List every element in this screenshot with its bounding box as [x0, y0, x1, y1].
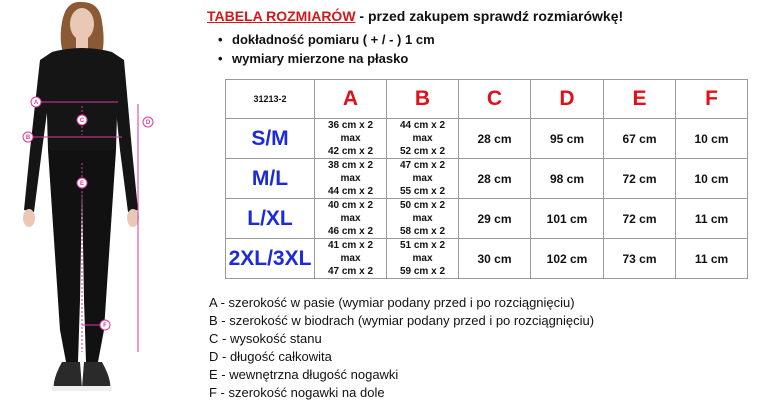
left-sole: [52, 386, 83, 391]
cell-f: 11 cm: [676, 239, 748, 279]
cell-a: 40 cm x 2 max 46 cm x 2: [315, 199, 387, 239]
cell-f: 11 cm: [676, 199, 748, 239]
cell-d: 98 cm: [531, 159, 604, 199]
legend-item-c: C - wysokość stanu: [209, 331, 322, 346]
cell-c: 29 cm: [459, 199, 531, 239]
table-row: [226, 199, 748, 239]
cell-b: 50 cm x 2 max 58 cm x 2: [387, 199, 459, 239]
table-row: [226, 239, 748, 279]
legend-item-d: D - długość całkowita: [209, 349, 332, 364]
table-row: [226, 119, 748, 159]
product-code: 31213-2: [226, 80, 315, 119]
cell-f: 10 cm: [676, 119, 748, 159]
column-b: B: [387, 80, 459, 119]
left-shoe: [54, 362, 82, 390]
legend-item-f: F - szerokość nogawki na dole: [209, 385, 385, 400]
table-row: [226, 159, 748, 199]
legend-item-a: A - szerokość w pasie (wymiar podany przed i po rozciągnięciu): [209, 295, 575, 310]
column-d: D: [531, 80, 604, 119]
size-table: [225, 79, 748, 279]
table-header-row: [226, 80, 748, 119]
note-accuracy: • dokładność pomiaru ( + / - ) 1 cm: [218, 30, 435, 49]
measurement-legend: [209, 294, 594, 402]
size-label: 2XL/3XL: [226, 239, 315, 279]
cell-d: 102 cm: [531, 239, 604, 279]
marker-b: B: [25, 135, 31, 141]
cell-e: 73 cm: [604, 239, 676, 279]
cell-a: 38 cm x 2 max 44 cm x 2: [315, 159, 387, 199]
column-f: F: [676, 80, 748, 119]
measurement-notes: [218, 30, 435, 68]
face: [70, 8, 94, 40]
cell-b: 44 cm x 2 max 52 cm x 2: [387, 119, 459, 159]
cell-b: 51 cm x 2 max 59 cm x 2: [387, 239, 459, 279]
size-label: S/M: [226, 119, 315, 159]
cell-f: 10 cm: [676, 159, 748, 199]
cell-c: 28 cm: [459, 119, 531, 159]
marker-d: D: [145, 120, 151, 126]
size-table-subtitle: - przed zakupem sprawdź rozmiarówkę!: [355, 8, 624, 24]
cell-e: 72 cm: [604, 159, 676, 199]
size-label: M/L: [226, 159, 315, 199]
cell-d: 95 cm: [531, 119, 604, 159]
cell-b: 47 cm x 2 max 55 cm x 2: [387, 159, 459, 199]
right-hand: [127, 209, 139, 227]
cell-d: 101 cm: [531, 199, 604, 239]
column-a: A: [315, 80, 387, 119]
neck: [76, 36, 88, 50]
left-hand: [23, 209, 35, 227]
marker-f: F: [103, 323, 107, 329]
size-label: L/XL: [226, 199, 315, 239]
marker-a: A: [33, 100, 39, 106]
legend-item-e: E - wewnętrzna długość nogawki: [209, 367, 399, 382]
model-figure: [0, 0, 175, 413]
cell-e: 67 cm: [604, 119, 676, 159]
cell-c: 30 cm: [459, 239, 531, 279]
page-header: [207, 8, 623, 24]
column-c: C: [459, 80, 531, 119]
column-e: E: [604, 80, 676, 119]
legend-item-b: B - szerokość w biodrach (wymiar podany przed i po rozciągnięciu): [209, 313, 595, 328]
size-table-title: TABELA ROZMIARÓW: [207, 8, 356, 24]
right-shoe: [82, 362, 110, 390]
cell-a: 41 cm x 2 max 47 cm x 2: [315, 239, 387, 279]
note-flat: • wymiary mierzone na płasko: [218, 49, 435, 68]
marker-e: E: [79, 181, 85, 187]
right-sole: [81, 386, 112, 391]
cell-e: 72 cm: [604, 199, 676, 239]
marker-c: C: [79, 118, 85, 124]
cell-c: 28 cm: [459, 159, 531, 199]
cell-a: 36 cm x 2 max 42 cm x 2: [315, 119, 387, 159]
